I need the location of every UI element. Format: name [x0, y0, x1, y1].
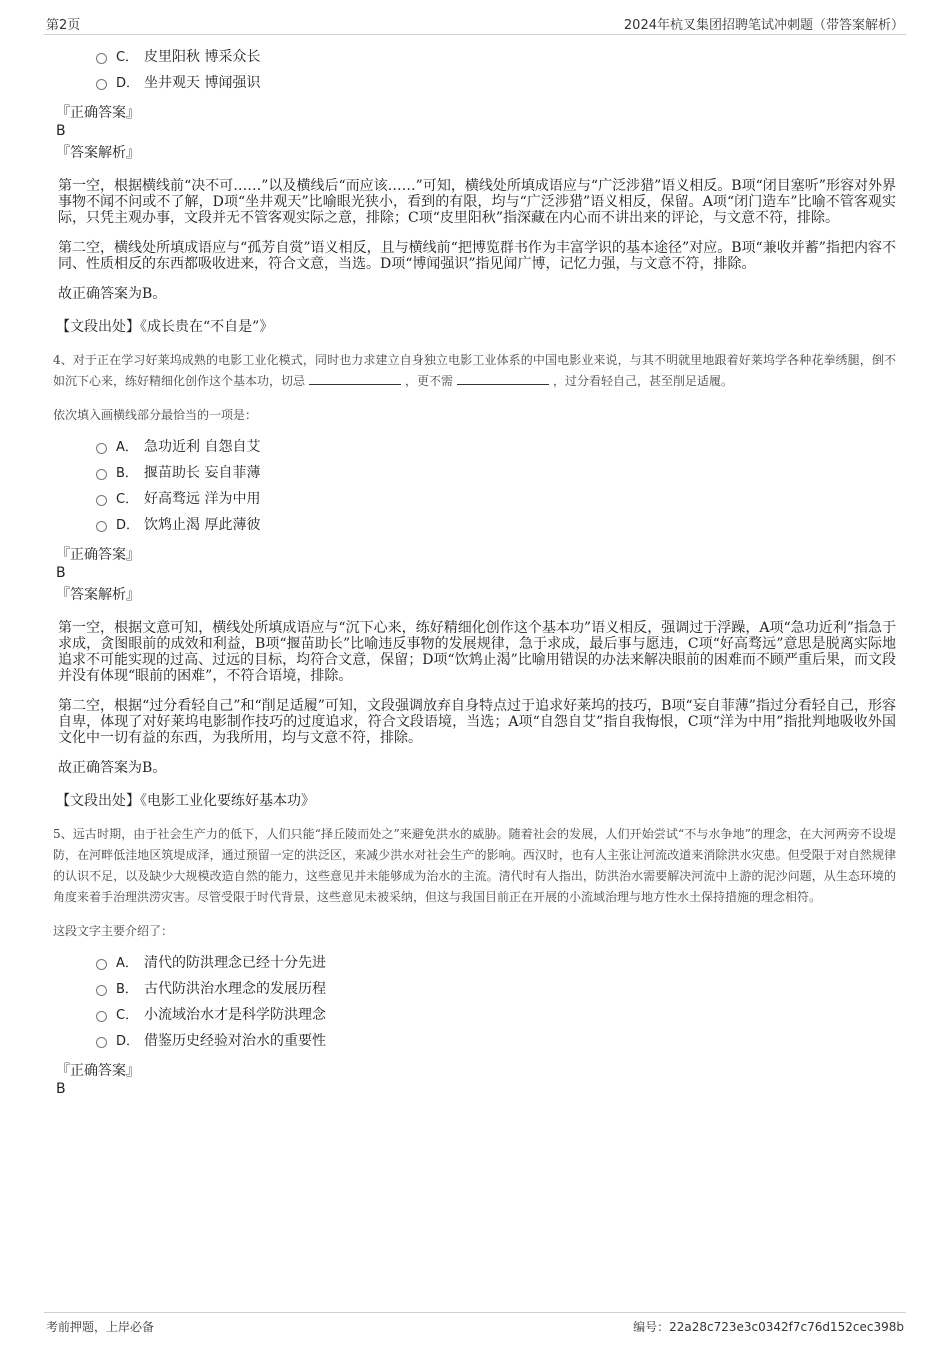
radio-icon[interactable]: [96, 1011, 107, 1022]
analysis-label: 『答案解析』: [56, 587, 140, 603]
q3-option-d[interactable]: D． 坐井观天 博闻强识: [56, 70, 896, 96]
footer-slogan: 考前押题，上岸必备: [46, 1320, 155, 1334]
q5-option-b[interactable]: B． 古代防洪治水理念的发展历程: [56, 976, 896, 1002]
radio-icon[interactable]: [96, 959, 107, 970]
question-4-text: 4、对于正在学习好莱坞成熟的电影工业化模式，同时也力求建立自身独立电影工业体系的中国电影业来说，与其不明就里地跟着好莱坞学各种花拳绣腿，倒不如沉下心来，练好精细化创作这个基本功，切忌 ，更不需 ，过分看轻自己，甚至削足适履。: [53, 353, 896, 388]
radio-icon[interactable]: [96, 53, 107, 64]
page-number: 第2页: [46, 18, 81, 33]
q4-option-b[interactable]: B． 揠苗助长 妄自菲薄: [56, 460, 896, 486]
analysis-label: 『答案解析』: [56, 145, 140, 161]
answer-value: B: [56, 123, 66, 139]
question-5-prompt: 这段文字主要介绍了：: [53, 924, 174, 938]
document-serial: 编号：22a28c723e3c0342f7c76d152cec398b: [633, 1320, 904, 1334]
analysis-paragraph: 第一空，根据横线前“决不可……”以及横线后“而应该……”可知，横线处所填成语应与“广泛涉猎”语义相反。B项“闭目塞听”形容对外界事物不闻不问或不了解，D项“坐井观天”比喻眼光狭小，看到的有限，均与“广泛涉猎”语义相反，保留。A项“闭门造车”比喻不管客观实际，只凭主观办事，文段并无不管客观实际之意，排除；C项“皮里阳秋”指深藏在内心而不讲出来的评论，与文意不符，排除。: [58, 178, 896, 226]
analysis-paragraph: 第一空，根据文意可知，横线处所填成语应与“沉下心来，练好精细化创作这个基本功”语义相反，强调过于浮躁，A项“急功近利”指急于求成，贪图眼前的成效和利益，B项“揠苗助长”比喻违反事物的发展规律，急于求成，最后事与愿违，C项“好高骛远”意思是脱离实际地追求不可能实现的过高、过远的目标，均符合文意，保留；D项“饮鸩止渴”比喻用错误的办法来解决眼前的困难而不顾严重后果，而文段并没有体现“眼前的困难”，不符合语境，排除。: [58, 620, 896, 684]
page-footer: [44, 1312, 906, 1337]
source-citation: 【文段出处】《成长贵在“不自是”》: [56, 319, 274, 335]
q4-options: [56, 434, 896, 538]
q5-option-a[interactable]: A． 清代的防洪理念已经十分先进: [56, 950, 896, 976]
q4-option-d[interactable]: D． 饮鸩止渴 厚此薄彼: [56, 512, 896, 538]
q3-option-c[interactable]: C． 皮里阳秋 博采众长: [56, 44, 896, 70]
question-5-text: 5、远古时期，由于社会生产力的低下，人们只能“择丘陵而处之”来避免洪水的威胁。随着社会的发展，人们开始尝试“不与水争地”的理念，在大河两旁不设堤防，在河畔低洼地区筑堤成泽，通过预留一定的洪泛区，来减少洪水对社会生产的影响。西汉时，也有人主张让河流改道来消除洪水灾患。但受限于对自然规律的认识不足，以及缺少大规模改造自然的能力，这些意见并未能够成为治水的主流。清代时有人指出，防洪治水需要解决河流中上游的泥沙问题，从生态环境的角度来着手治理洪涝灾害。尽管受限于时代背景，这些意见未被采纳，但这与我国目前正在开展的小流域治理与地方性水土保持措施的理念相符。: [53, 827, 896, 904]
answer-value: B: [56, 565, 66, 581]
question-4-prompt: 依次填入画横线部分最恰当的一项是：: [53, 408, 258, 422]
analysis-paragraph: 第二空，根据“过分看轻自己”和“削足适履”可知，文段强调放弃自身特点过于追求好莱坞的技巧，B项“妄自菲薄”指过分看轻自己，形容自卑，体现了对好莱坞电影制作技巧的过度追求，符合文段语境，当选；A项“自怨自艾”指自我悔恨，C项“洋为中用”指批判地吸收外国文化中一切有益的东西，为我所用，均与文意不符，排除。: [58, 698, 896, 746]
radio-icon[interactable]: [96, 469, 107, 480]
radio-icon[interactable]: [96, 521, 107, 532]
radio-icon[interactable]: [96, 495, 107, 506]
analysis-conclusion: 故正确答案为B。: [58, 760, 167, 776]
page-content: [53, 44, 896, 1098]
source-citation: 【文段出处】《电影工业化要练好基本功》: [56, 793, 315, 809]
radio-icon[interactable]: [96, 443, 107, 454]
answer-value: B: [56, 1081, 66, 1097]
q4-option-c[interactable]: C． 好高骛远 洋为中用: [56, 486, 896, 512]
answer-label: 『正确答案』: [56, 105, 140, 121]
answer-label: 『正确答案』: [56, 547, 140, 563]
q3-options: [56, 44, 896, 96]
blank-line: [309, 372, 401, 385]
q5-option-d[interactable]: D． 借鉴历史经验对治水的重要性: [56, 1028, 896, 1054]
radio-icon[interactable]: [96, 79, 107, 90]
q4-option-a[interactable]: A． 急功近利 自怨自艾: [56, 434, 896, 460]
radio-icon[interactable]: [96, 1037, 107, 1048]
document-title: 2024年杭叉集团招聘笔试冲刺题（带答案解析）: [623, 18, 904, 33]
analysis-conclusion: 故正确答案为B。: [58, 286, 167, 302]
answer-label: 『正确答案』: [56, 1063, 140, 1079]
analysis-paragraph: 第二空，横线处所填成语应与“孤芳自赏”语义相反，且与横线前“把博览群书作为丰富学识的基本途径”对应。B项“兼收并蓄”指把内容不同、性质相反的东西都吸收进来，符合文意，当选。D项“博闻强识”指见闻广博，记忆力强，与文意不符，排除。: [58, 240, 896, 272]
radio-icon[interactable]: [96, 985, 107, 996]
page-header: [44, 10, 906, 35]
blank-line: [457, 372, 549, 385]
q5-option-c[interactable]: C． 小流域治水才是科学防洪理念: [56, 1002, 896, 1028]
q5-options: [56, 950, 896, 1054]
